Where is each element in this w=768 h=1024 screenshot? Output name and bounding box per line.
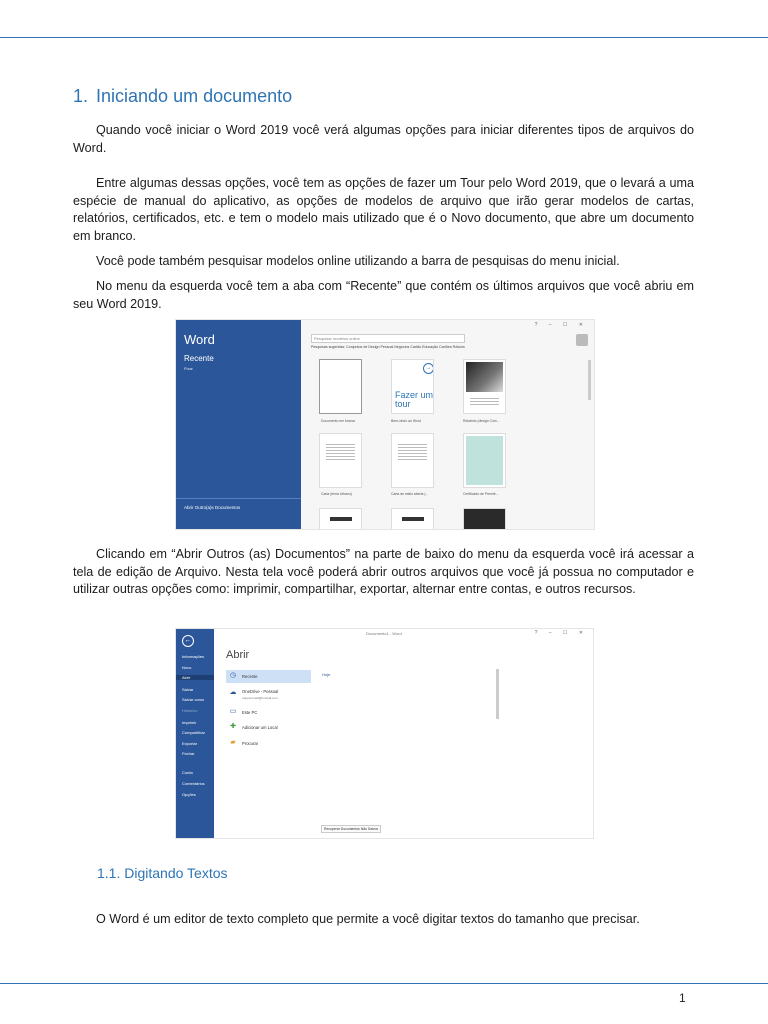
folder-icon: ▰	[230, 739, 236, 746]
template-caption: Bem-vindo ao Word	[391, 419, 421, 423]
section-title: Iniciando um documento	[96, 86, 293, 106]
paragraph-4: No menu da esquerda você tem a aba com “Recente” que contém os últimos arquivos que você abriu em seu Word 2019.	[73, 279, 694, 311]
recent-label[interactable]: Recente	[184, 354, 214, 363]
location-label: Este PC	[242, 710, 258, 715]
open-other-documents[interactable]	[176, 498, 301, 510]
word-start-screenshot	[175, 319, 595, 530]
clock-icon: ◷	[229, 672, 237, 679]
computer-icon: ▭	[229, 708, 237, 715]
cover-image	[466, 362, 503, 392]
template-row3-3[interactable]	[463, 508, 506, 530]
template-caption: Carta de estilo aberta (...	[391, 492, 429, 496]
tour-text: Fazer um tour	[395, 390, 434, 409]
subsection-heading: 1.1. Digitando Textos	[97, 865, 228, 881]
paragraph-3: Você pode também pesquisar modelos online utilizando a barra de pesquisas do menu inicial.	[96, 254, 620, 268]
window-controls[interactable]: ? – ☐ ✕	[534, 322, 588, 328]
arrow-right-icon: →	[423, 363, 434, 374]
paragraph-2: Entre algumas dessas opções, você tem as opções de fazer um Tour pelo Word 2019, que o levará a uma espécie de manual do aplicativo, as opções de modelos de arquivo que irão gerar modelos de cartas, relatórios, certificados, etc. e tem o modelo mais utilizado que é o Novo documento, que abre um documento em branco.	[73, 176, 694, 243]
location-onedrive[interactable]	[226, 687, 311, 703]
footer-rule	[0, 983, 768, 984]
pin-label: Fixar	[184, 366, 193, 371]
back-arrow-icon[interactable]: ←	[182, 635, 194, 647]
template-caption: Documento em branco	[321, 419, 356, 423]
location-label: Adicionar um Local	[242, 725, 278, 730]
location-browse[interactable]	[226, 737, 311, 750]
template-row3-1[interactable]	[319, 508, 362, 530]
certificate-art	[466, 436, 503, 485]
avatar[interactable]	[576, 334, 588, 346]
menu-compartilhar[interactable]: Compartilhar	[182, 730, 205, 735]
location-add-place[interactable]	[226, 721, 311, 734]
template-search-input[interactable]: Pesquisar modelos online	[311, 334, 465, 343]
cloud-icon: ☁	[229, 689, 237, 696]
template-row3-2[interactable]	[391, 508, 434, 530]
menu-novo[interactable]: Novo	[182, 665, 192, 670]
menu-conta[interactable]: Conta	[182, 770, 193, 775]
template-tour[interactable]	[391, 359, 434, 414]
window-controls[interactable]: ? – ☐ ✕	[534, 630, 588, 636]
template-letter-open[interactable]	[391, 433, 434, 488]
scrollbar[interactable]	[496, 669, 499, 719]
menu-imprimir[interactable]: Imprimir	[182, 720, 197, 725]
section-number: 1.	[73, 86, 89, 106]
menu-opcoes[interactable]: Opções	[182, 792, 196, 797]
templates-area	[301, 320, 594, 529]
section-heading	[73, 86, 292, 107]
paragraph-5: Clicando em “Abrir Outros (as) Documentos” na parte de baixo do menu da esquerda você irá acessar a tela de edição de Arquivo. Nesta tela você poderá abrir outros arquivos que você já possua no computador e utilizar outras opções como: imprimir, compartilhar, exportar, alternar entre contas, e outros recursos.	[73, 547, 694, 596]
location-label: Recente	[242, 674, 258, 679]
word-open-screenshot	[175, 628, 594, 839]
app-title: Word	[184, 332, 215, 347]
page-number: 1	[679, 991, 686, 1005]
plus-icon: ✚	[230, 723, 236, 730]
header-rule	[0, 37, 768, 38]
paragraph-6: O Word é um editor de texto completo que permite a você digitar textos do tamanho que precisar.	[96, 912, 640, 926]
template-letter-urban[interactable]	[319, 433, 362, 488]
menu-salvar-como[interactable]: Salvar como	[182, 697, 205, 702]
location-label: OneDrive - Pessoal	[242, 689, 279, 694]
template-certificate[interactable]	[463, 433, 506, 488]
today-label: Hoje	[322, 672, 331, 677]
location-account: treppersmail@hotmail.com	[242, 696, 278, 700]
suggested-searches[interactable]: Pesquisas sugeridas: Conjuntos de Design Pessoal Negócios Cartão Educação Cartões Rótulos	[311, 345, 465, 349]
menu-historico: Histórico	[182, 708, 198, 713]
menu-informacoes[interactable]: Informações	[182, 654, 205, 659]
document-title: Documento1 - Word	[366, 631, 402, 636]
location-this-pc[interactable]	[226, 706, 311, 719]
open-heading: Abrir	[226, 649, 250, 661]
menu-comentarios[interactable]: Comentários	[182, 781, 205, 786]
template-caption: Relatório (design Com...	[463, 419, 500, 423]
location-label: Procurar	[242, 741, 259, 746]
template-caption: Carta (tema Urbano)	[321, 492, 353, 496]
template-caption: Certificado de Premiê...	[463, 492, 499, 496]
menu-fechar[interactable]: Fechar	[182, 751, 195, 756]
menu-exportar[interactable]: Exportar	[182, 741, 198, 746]
template-report[interactable]	[463, 359, 506, 414]
menu-abrir[interactable]: Abrir	[176, 675, 214, 680]
recover-unsaved-button[interactable]: Recuperar Documentos Não Salvos	[321, 825, 381, 833]
location-recent[interactable]	[226, 670, 311, 683]
open-other-label[interactable]: Abrir Outro(a)s Documentos	[184, 505, 241, 510]
backstage-sidebar	[176, 629, 214, 839]
paragraph-1: Quando você iniciar o Word 2019 você verá algumas opções para iniciar diferentes tipos de arquivos do Word.	[73, 123, 694, 155]
start-sidebar	[176, 320, 301, 530]
scrollbar[interactable]	[588, 360, 591, 400]
template-blank-document[interactable]	[319, 359, 362, 414]
menu-salvar[interactable]: Salvar	[182, 687, 194, 692]
